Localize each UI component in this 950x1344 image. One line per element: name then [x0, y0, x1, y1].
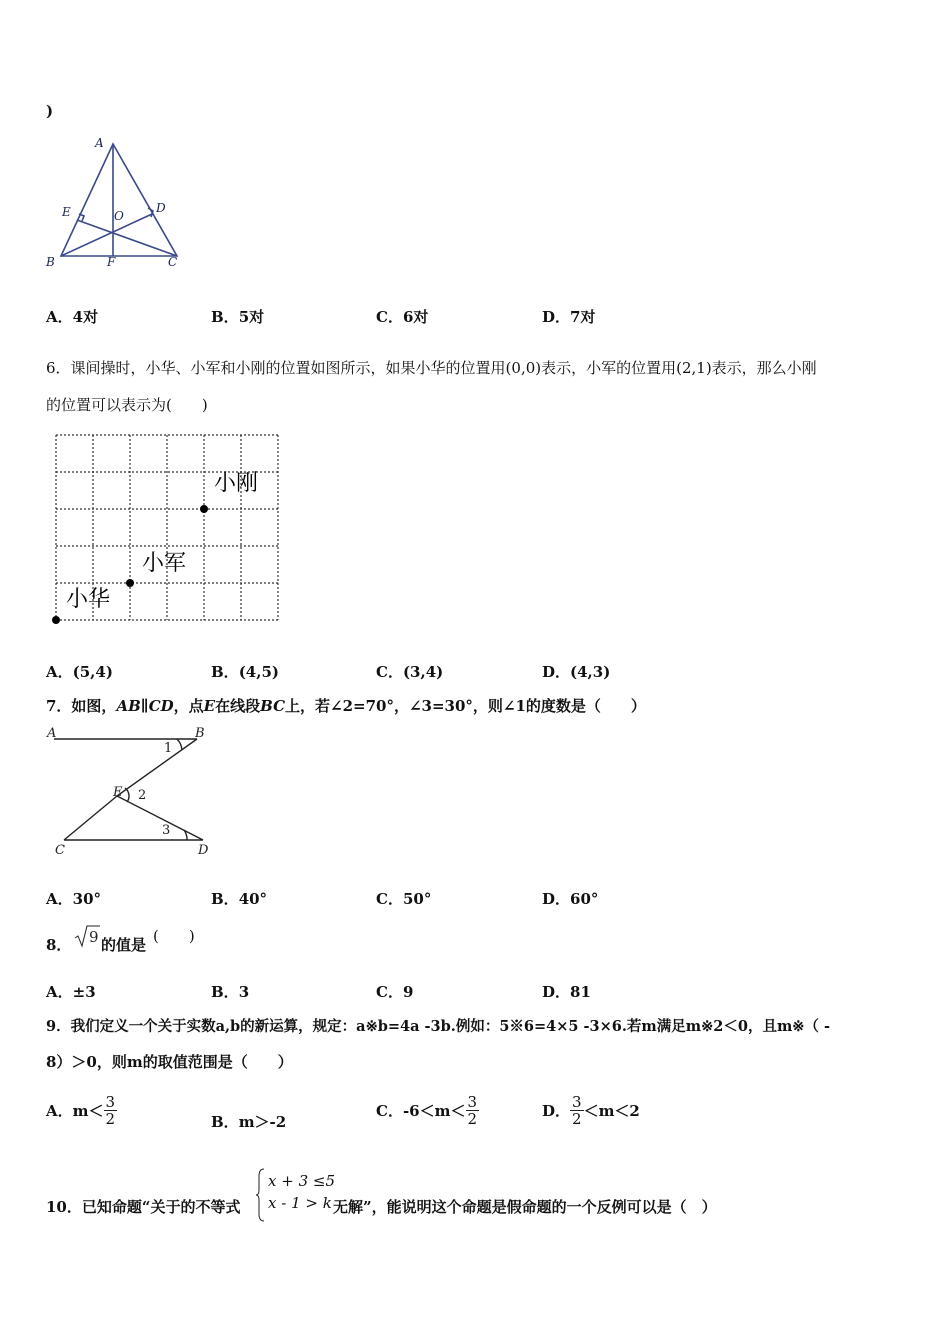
point-gang — [200, 505, 208, 513]
label-angle-1: 1 — [164, 741, 173, 756]
q6-stem-line1: 6．课间操时，小华、小军和小刚的位置如图所示，如果小华的位置用(0,0)表示，小军的位置用(2,1)表示，那么小刚 — [46, 359, 817, 377]
q5-option-b[interactable]: B．5对 — [211, 308, 265, 326]
label-a: A — [95, 136, 104, 150]
q6-option-c[interactable]: C．(3,4) — [376, 663, 444, 681]
q9-option-c[interactable]: C． -6＜m＜ $\frac{3}{2}$ — [376, 1092, 478, 1128]
q6-option-b[interactable]: B．(4,5) — [211, 663, 279, 681]
q8-option-a[interactable]: A．±3 — [46, 983, 96, 1001]
label-xiaogang: 小刚 — [214, 471, 259, 496]
q6-option-d[interactable]: D．(4,3) — [542, 663, 611, 681]
q7-stem: 7．如图，AB∥CD，点E在线段BC上，若∠2=70°，∠3=30°，则∠1的度数是（ ） — [46, 697, 646, 715]
label-angle-2: 2 — [138, 788, 147, 803]
label-angle-3: 3 — [162, 823, 171, 838]
label-xiaojun: 小军 — [142, 551, 187, 576]
segment-bd — [61, 214, 152, 256]
label-d: D — [198, 843, 209, 858]
inequality-line-2: x - 1 > k — [268, 1194, 332, 1212]
label-xiaohua: 小华 — [66, 587, 111, 612]
point-hua — [52, 616, 60, 624]
q7-option-c[interactable]: C．50° — [376, 890, 432, 908]
q9-option-a[interactable]: A． m＜ $\frac{3}{2}$ — [46, 1092, 116, 1128]
q6-stem-line2: 的位置可以表示为( ) — [46, 396, 208, 414]
segment-ed — [117, 796, 203, 840]
q8-option-d[interactable]: D．81 — [542, 983, 591, 1001]
q7-option-b[interactable]: B．40° — [211, 890, 268, 908]
q8-stem-tail: 的值是 — [101, 936, 147, 954]
triangle-abc — [61, 144, 177, 256]
q9-option-d[interactable]: D． $\frac{3}{2}$ ＜m＜2 — [542, 1092, 640, 1128]
q6-option-a[interactable]: A．(5,4) — [46, 663, 113, 681]
label-f: F — [107, 255, 116, 269]
fraction-three-halves: $\frac{3}{2}$ — [467, 1092, 478, 1128]
q8-number: 8． — [46, 936, 72, 954]
q8-answer-paren: ( ) — [153, 927, 195, 945]
fraction-three-halves: $\frac{3}{2}$ — [105, 1092, 116, 1128]
q10-stem-post: 无解”，能说明这个命题是假命题的一个反例可以是（ ） — [333, 1198, 717, 1216]
fraction-three-halves: $\frac{3}{2}$ — [572, 1092, 582, 1128]
q10-inequality-system — [268, 1170, 335, 1214]
q5-option-a[interactable]: A．4对 — [46, 308, 99, 326]
label-c: C — [55, 843, 65, 858]
q9-stem-line1: 9．我们定义一个关于实数a,b的新运算，规定：a※b=4a -3b.例如：5※6=4×5 -3×6.若m满足m※2＜0，且m※（ - — [46, 1018, 830, 1035]
label-e: E — [62, 205, 71, 219]
point-jun — [126, 579, 134, 587]
q5-option-c[interactable]: C．6对 — [376, 308, 429, 326]
q8-option-c[interactable]: C．9 — [376, 983, 414, 1001]
label-e: E — [113, 785, 123, 800]
sqrt-icon — [74, 924, 100, 948]
segment-ec — [64, 796, 117, 840]
q9-option-b[interactable]: B．m＞-2 — [211, 1113, 287, 1131]
brace-icon — [256, 1168, 266, 1222]
label-c: C — [168, 255, 178, 269]
inequality-line-1: x + 3 ≤5 — [268, 1172, 335, 1190]
label-d: D — [156, 201, 166, 215]
q5-triangle-figure — [40, 132, 200, 272]
q5-close-paren: ) — [46, 102, 54, 120]
label-b: B — [195, 726, 205, 741]
q7-parallel-figure — [40, 722, 220, 862]
label-b: B — [46, 255, 55, 269]
arc-angle-1 — [177, 739, 182, 750]
q7-option-a[interactable]: A．30° — [46, 890, 102, 908]
label-o: O — [114, 209, 124, 223]
label-a: A — [47, 726, 57, 741]
q7-option-d[interactable]: D．60° — [542, 890, 599, 908]
q8-option-b[interactable]: B．3 — [211, 983, 250, 1001]
q9-stem-line2: 8）＞0，则m的取值范围是（ ） — [46, 1053, 293, 1071]
q5-option-d[interactable]: D．7对 — [542, 308, 596, 326]
q6-grid-figure — [50, 428, 282, 628]
q10-stem-pre: 10．已知命题“关于的不等式 — [46, 1198, 241, 1216]
q8-radicand: 9 — [89, 928, 99, 946]
segment-be — [117, 739, 197, 796]
